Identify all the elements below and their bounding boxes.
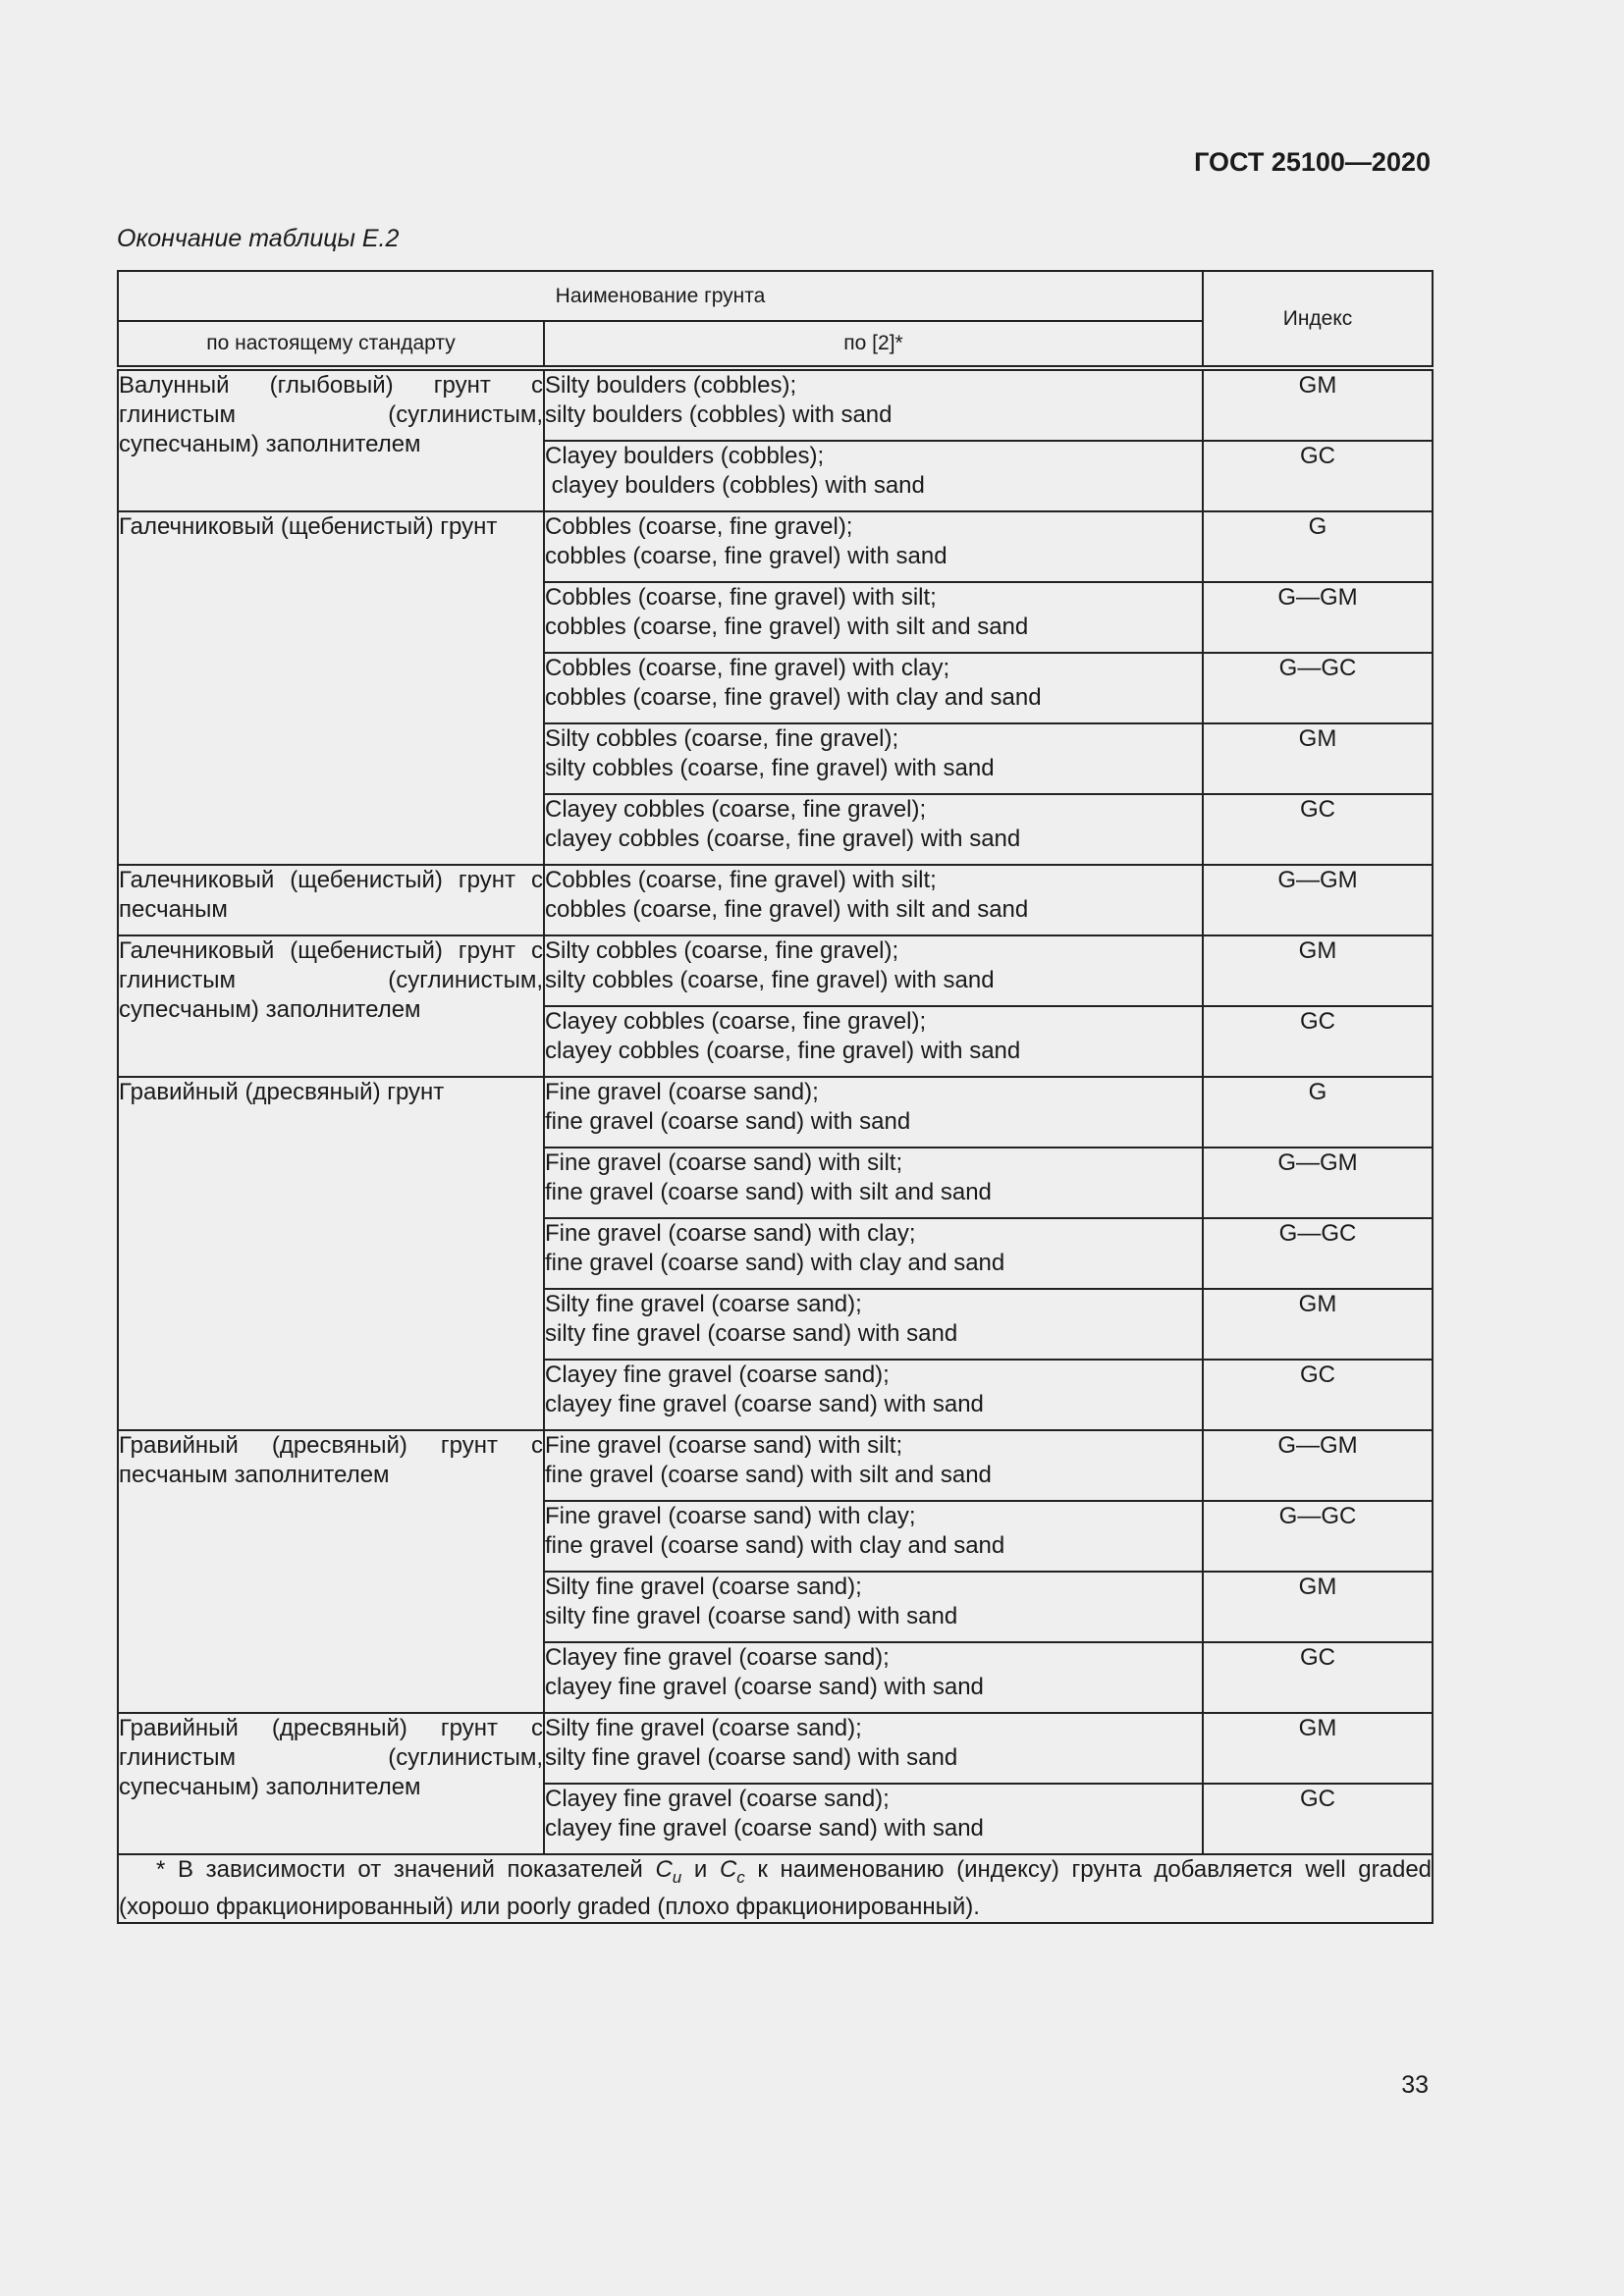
soil-name-ru: Гравийный (дресвяный) грунт с глинистым (суглинистым, супесчаным) заполнителем bbox=[118, 1713, 544, 1854]
soil-index: G—GC bbox=[1203, 653, 1433, 723]
soil-index: G—GM bbox=[1203, 865, 1433, 935]
soil-name-en: Clayey boulders (cobbles); clayey boulders (cobbles) with sand bbox=[544, 441, 1203, 511]
soil-index: G—GC bbox=[1203, 1501, 1433, 1572]
table-caption: Окончание таблицы Е.2 bbox=[117, 225, 400, 252]
soil-index: GM bbox=[1203, 368, 1433, 441]
footnote-text-3: к наименованию (индексу) грунта добавляется well graded (хорошо фракционированный) или poorly graded (плохо фракционированный). bbox=[119, 1856, 1433, 1920]
soil-name-en: Silty boulders (cobbles); silty boulders (cobbles) with sand bbox=[544, 368, 1203, 441]
soil-index: GM bbox=[1203, 1713, 1433, 1784]
soil-name-en: Fine gravel (coarse sand) with silt; fine gravel (coarse sand) with silt and sand bbox=[544, 1148, 1203, 1218]
soil-index: GM bbox=[1203, 1289, 1433, 1360]
soil-name-en: Cobbles (coarse, fine gravel); cobbles (coarse, fine gravel) with sand bbox=[544, 511, 1203, 582]
footnote-cu-symbol: C bbox=[655, 1856, 673, 1883]
soil-name-en: Silty cobbles (coarse, fine gravel); silty cobbles (coarse, fine gravel) with sand bbox=[544, 935, 1203, 1006]
soil-index: G bbox=[1203, 1077, 1433, 1148]
soil-index: G—GM bbox=[1203, 582, 1433, 653]
table-row bbox=[118, 1713, 1433, 1784]
soil-index: GC bbox=[1203, 1006, 1433, 1077]
soil-index: G—GM bbox=[1203, 1148, 1433, 1218]
table-row bbox=[118, 865, 1433, 935]
soil-name-ru: Галечниковый (щебенистый) грунт bbox=[118, 511, 544, 865]
soil-name-en: Cobbles (coarse, fine gravel) with clay; cobbles (coarse, fine gravel) with clay and sand bbox=[544, 653, 1203, 723]
soil-name-ru: Валунный (глыбовый) грунт с глинистым (суглинистым, супесчаным) заполнителем bbox=[118, 368, 544, 511]
footnote-cc-symbol: C bbox=[719, 1856, 737, 1883]
soil-name-en: Clayey cobbles (coarse, fine gravel); clayey cobbles (coarse, fine gravel) with sand bbox=[544, 794, 1203, 865]
soil-index: GC bbox=[1203, 441, 1433, 511]
soil-name-en: Clayey cobbles (coarse, fine gravel); clayey cobbles (coarse, fine gravel) with sand bbox=[544, 1006, 1203, 1077]
soil-name-en: Silty fine gravel (coarse sand); silty fine gravel (coarse sand) with sand bbox=[544, 1572, 1203, 1642]
table-row bbox=[118, 511, 1433, 582]
table-row bbox=[118, 368, 1433, 441]
soil-name-en: Cobbles (coarse, fine gravel) with silt; cobbles (coarse, fine gravel) with silt and sand bbox=[544, 865, 1203, 935]
soil-name-en: Clayey fine gravel (coarse sand); clayey fine gravel (coarse sand) with sand bbox=[544, 1360, 1203, 1430]
soil-name-en: Silty cobbles (coarse, fine gravel); silty cobbles (coarse, fine gravel) with sand bbox=[544, 723, 1203, 794]
soil-index: GM bbox=[1203, 723, 1433, 794]
soil-name-en: Fine gravel (coarse sand) with clay; fine gravel (coarse sand) with clay and sand bbox=[544, 1218, 1203, 1289]
soil-name-en: Fine gravel (coarse sand); fine gravel (coarse sand) with sand bbox=[544, 1077, 1203, 1148]
soil-name-ru: Галечниковый (щебенистый) грунт с песчаным bbox=[118, 865, 544, 935]
soil-name-en: Fine gravel (coarse sand) with clay; fine gravel (coarse sand) with clay and sand bbox=[544, 1501, 1203, 1572]
table-footnote bbox=[118, 1854, 1433, 1923]
soil-index: G bbox=[1203, 511, 1433, 582]
soil-name-en: Clayey fine gravel (coarse sand); clayey fine gravel (coarse sand) with sand bbox=[544, 1784, 1203, 1854]
soil-index: GC bbox=[1203, 1784, 1433, 1854]
footnote-cc-subscript: c bbox=[736, 1867, 745, 1887]
table-row bbox=[118, 1077, 1433, 1148]
soil-index: GC bbox=[1203, 1642, 1433, 1713]
footnote-text-1: * В зависимости от значений показателей bbox=[156, 1856, 656, 1883]
soil-index: G—GM bbox=[1203, 1430, 1433, 1501]
footnote-text-2: и bbox=[681, 1856, 720, 1883]
soil-name-ru: Гравийный (дресвяный) грунт bbox=[118, 1077, 544, 1430]
page-number: 33 bbox=[1401, 2071, 1429, 2099]
soil-name-en: Silty fine gravel (coarse sand); silty fine gravel (coarse sand) with sand bbox=[544, 1289, 1203, 1360]
soil-index: GC bbox=[1203, 1360, 1433, 1430]
soil-index: G—GC bbox=[1203, 1218, 1433, 1289]
soil-name-ru: Гравийный (дресвяный) грунт с песчаным заполнителем bbox=[118, 1430, 544, 1713]
soil-name-ru: Галечниковый (щебенистый) грунт с глинистым (суглинистым, супесчаным) заполнителем bbox=[118, 935, 544, 1077]
header-index: Индекс bbox=[1203, 271, 1433, 368]
soil-index: GM bbox=[1203, 1572, 1433, 1642]
header-reference-2: по [2]* bbox=[544, 321, 1203, 368]
table-row bbox=[118, 1430, 1433, 1501]
header-soil-name: Наименование грунта bbox=[118, 271, 1203, 321]
table-row bbox=[118, 935, 1433, 1006]
soil-name-en: Clayey fine gravel (coarse sand); clayey fine gravel (coarse sand) with sand bbox=[544, 1642, 1203, 1713]
footnote-cu-subscript: u bbox=[672, 1867, 682, 1887]
header-this-standard: по настоящему стандарту bbox=[118, 321, 544, 368]
table-body bbox=[118, 368, 1433, 1854]
document-id-header: ГОСТ 25100—2020 bbox=[1194, 147, 1431, 177]
soil-name-en: Silty fine gravel (coarse sand); silty fine gravel (coarse sand) with sand bbox=[544, 1713, 1203, 1784]
soil-classification-table bbox=[117, 270, 1434, 1924]
soil-index: GM bbox=[1203, 935, 1433, 1006]
soil-index: GC bbox=[1203, 794, 1433, 865]
soil-name-en: Fine gravel (coarse sand) with silt; fine gravel (coarse sand) with silt and sand bbox=[544, 1430, 1203, 1501]
soil-name-en: Cobbles (coarse, fine gravel) with silt; cobbles (coarse, fine gravel) with silt and sand bbox=[544, 582, 1203, 653]
